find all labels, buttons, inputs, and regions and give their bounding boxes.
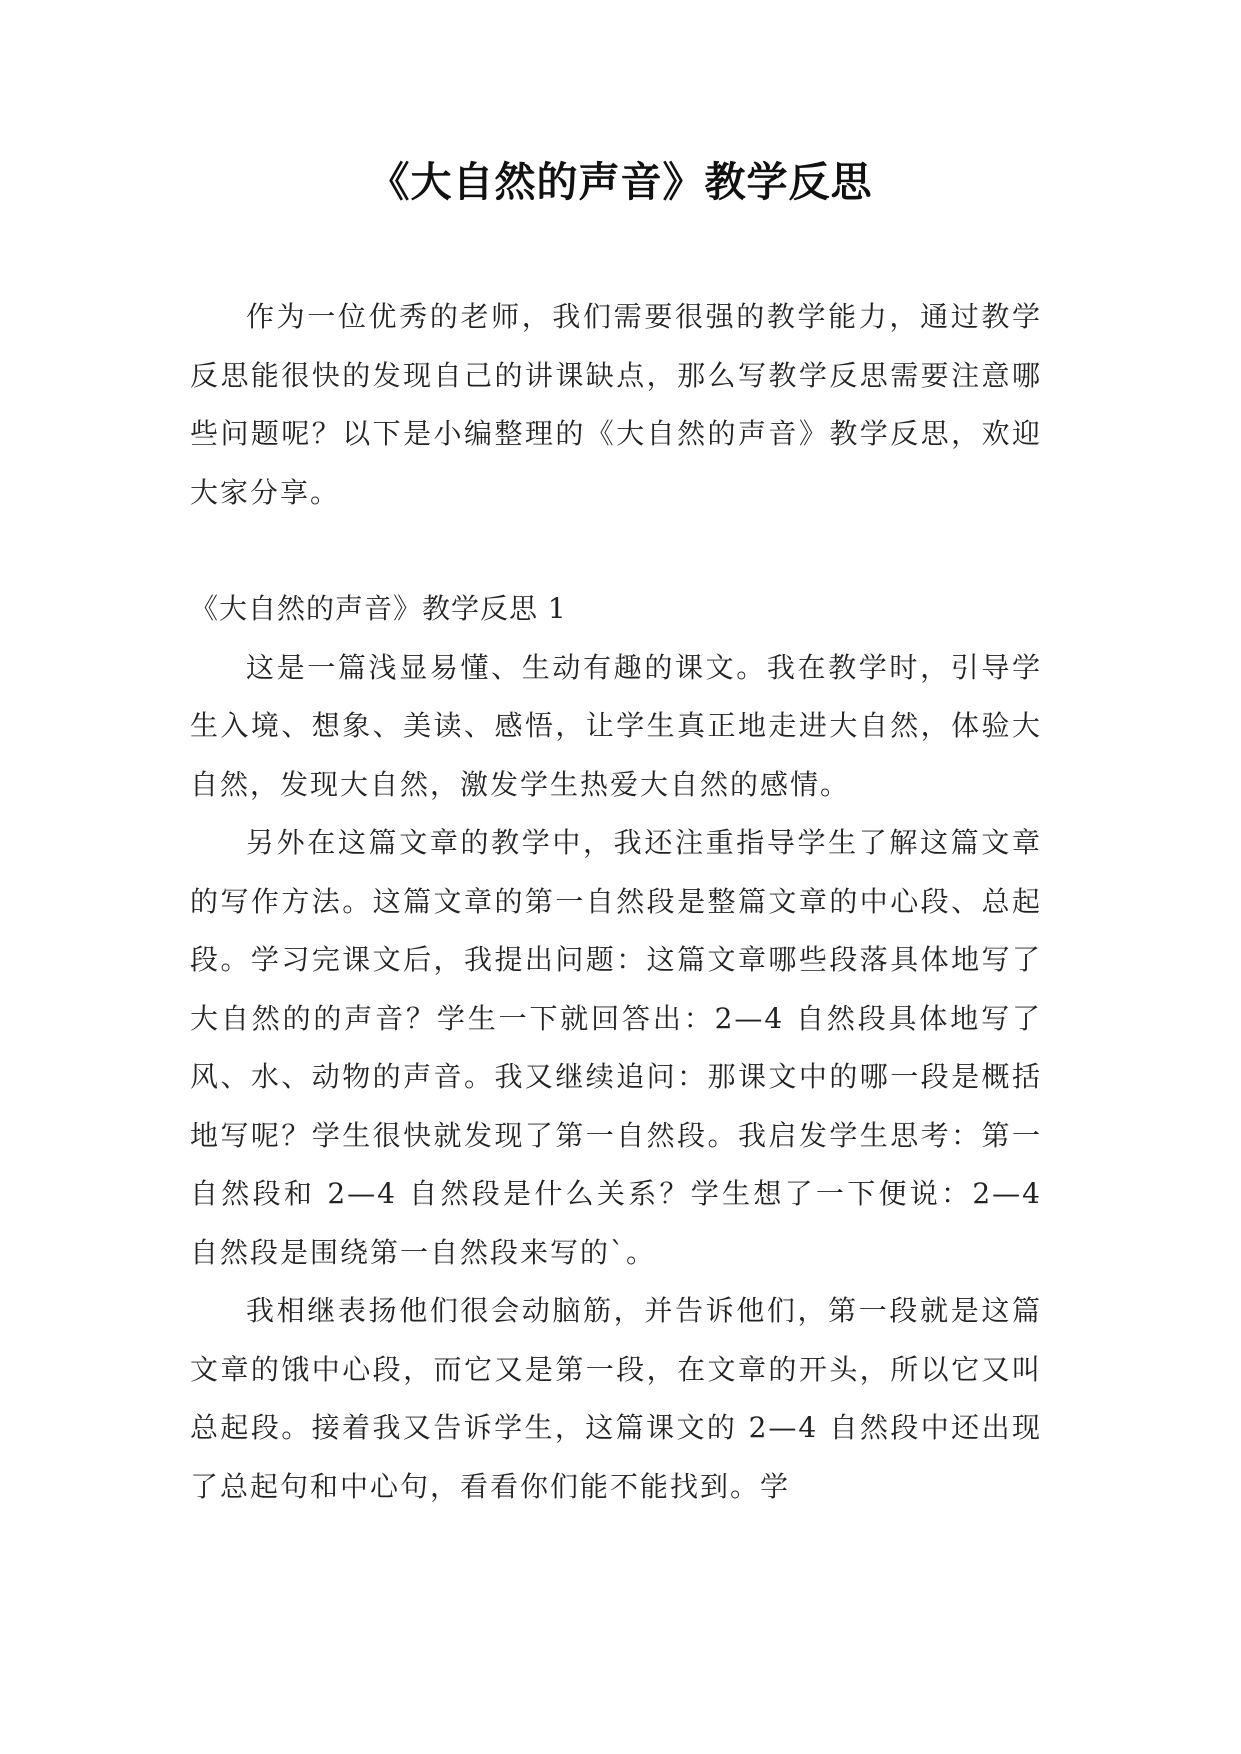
- document-title: 《大自然的声音》教学反思: [368, 158, 873, 206]
- body-paragraph: 我相继表扬他们很会动脑筋，并告诉他们，第一段就是这篇文章的饿中心段，而它又是第一段，在文章的开头，所以它又叫总起段。接着我又告诉学生，这篇课文的 2—4 自然段中还出现了总起句和中心句，看看你们能不能找到。学: [190, 1294, 1042, 1503]
- section-heading: 《大自然的声音》教学反思 1: [190, 592, 567, 625]
- body-paragraph: 另外在这篇文章的教学中，我还注重指导学生了解这篇文章的写作方法。这篇文章的第一自然段是整篇文章的中心段、总起段。学习完课文后，我提出问题：这篇文章哪些段落具体地写了大自然的的声音？学生一下就回答出：2—4 自然段具体地写了风、水、动物的声音。我又继续追问：那课文中的哪一段是概括地写呢？学生很快就发现了第一自然段。我启发学生思考：第一自然段和 2—4 自然段是什么关系？学生想了一下便说：2—4 自然段是围绕第一自然段来写的`。: [190, 826, 1042, 1269]
- document-body: [190, 288, 1042, 1516]
- intro-paragraph: 作为一位优秀的老师，我们需要很强的教学能力，通过教学反思能很快的发现自己的讲课缺点，那么写教学反思需要注意哪些问题呢？以下是小编整理的《大自然的声音》教学反思，欢迎大家分享。: [190, 300, 1042, 509]
- body-paragraph: 这是一篇浅显易懂、生动有趣的课文。我在教学时，引导学生入境、想象、美读、感悟，让学生真正地走进大自然，体验大自然，发现大自然，激发学生热爱大自然的感情。: [190, 650, 1042, 801]
